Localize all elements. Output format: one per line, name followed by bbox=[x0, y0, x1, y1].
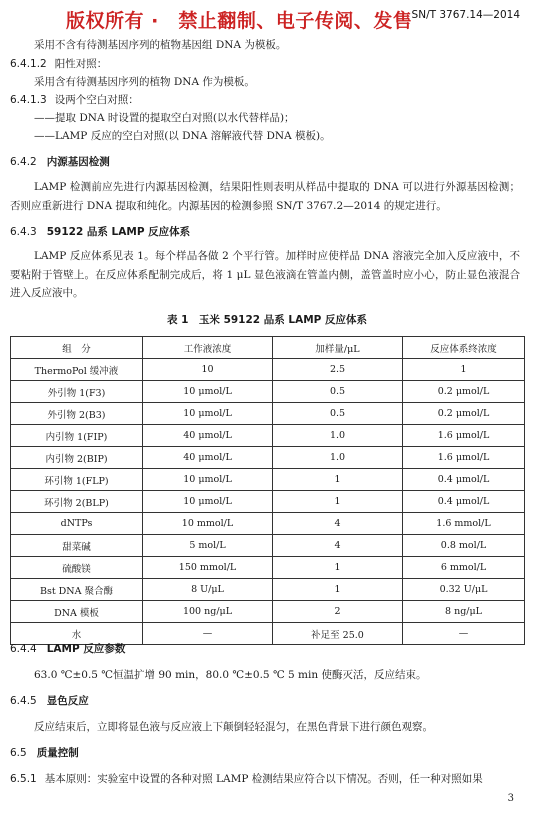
section-title: LAMP 反应参数 bbox=[46, 643, 126, 655]
table-cell: 2 bbox=[273, 601, 403, 623]
table-cell: 40 μmol/L bbox=[143, 425, 273, 447]
table-cell: 甜菜碱 bbox=[11, 535, 143, 557]
section-6-4-3-heading bbox=[10, 223, 522, 241]
table-row bbox=[11, 403, 525, 425]
table-caption: 表 1 玉米 59122 品系 LAMP 反应体系 bbox=[166, 314, 368, 326]
section-body: 基本原则：实验室中设置的各种对照 LAMP 检测结果应符合以下情况。否则，任一种对照如果 bbox=[44, 773, 483, 785]
table-cell: 6 mmol/L bbox=[403, 557, 525, 579]
section-number: 6.4.2 bbox=[10, 156, 37, 168]
table-row bbox=[11, 447, 525, 469]
text-line: 采用含有待测基因序列的植物 DNA 作为模板。 bbox=[34, 76, 255, 88]
table-cell: 1 bbox=[403, 359, 525, 381]
table-cell: 40 μmol/L bbox=[143, 447, 273, 469]
page-number: 3 bbox=[507, 793, 514, 804]
section-title: 阳性对照： bbox=[54, 58, 108, 70]
table-cell: 10 μmol/L bbox=[143, 381, 273, 403]
text-line: 采用不含有待测基因序列的植物基因组 DNA 为模板。 bbox=[34, 39, 287, 51]
table-cell: 补足至 25.0 bbox=[273, 623, 403, 645]
table-cell: 1.6 μmol/L bbox=[403, 425, 525, 447]
section-number: 6.4.3 bbox=[10, 226, 37, 238]
table-cell: 0.2 μmol/L bbox=[403, 403, 525, 425]
table-cell: 150 mmol/L bbox=[143, 557, 273, 579]
table-cell: 硫酸镁 bbox=[11, 557, 143, 579]
table-cell: 1.6 μmol/L bbox=[403, 447, 525, 469]
section-6-4-5-heading bbox=[10, 692, 522, 710]
column-header: 工作液浓度 bbox=[143, 337, 273, 359]
table-cell: 1.0 bbox=[273, 425, 403, 447]
table-row bbox=[11, 557, 525, 579]
section-6-4-5-body: 反应结束后，立即将显色液与反应液上下颠倒轻轻混匀，在黑色背景下进行颜色观察。 bbox=[34, 721, 433, 733]
table-cell: 水 bbox=[11, 623, 143, 645]
table-cell: 0.2 μmol/L bbox=[403, 381, 525, 403]
section-title: 59122 品系 LAMP 反应体系 bbox=[46, 226, 191, 238]
section-6-4-2-heading bbox=[10, 153, 522, 171]
table-cell: DNA 模板 bbox=[11, 601, 143, 623]
table-row bbox=[11, 381, 525, 403]
table-row bbox=[11, 491, 525, 513]
table-cell: 10 μmol/L bbox=[143, 491, 273, 513]
table-cell: 4 bbox=[273, 535, 403, 557]
table-cell: 5 mol/L bbox=[143, 535, 273, 557]
section-number: 6.4.4 bbox=[10, 643, 37, 655]
section-title: 质量控制 bbox=[36, 747, 79, 759]
table-cell: 0.32 U/μL bbox=[403, 579, 525, 601]
subsection-6-4-1-3 bbox=[10, 91, 522, 109]
section-title: 显色反应 bbox=[46, 695, 89, 707]
section-number: 6.4.1.2 bbox=[10, 58, 47, 70]
table-cell: 1 bbox=[273, 469, 403, 491]
table-cell: 0.4 μmol/L bbox=[403, 491, 525, 513]
column-header: 加样量/μL bbox=[273, 337, 403, 359]
table-cell: 1 bbox=[273, 579, 403, 601]
section-number: 6.4.1.3 bbox=[10, 94, 47, 106]
reaction-system-table bbox=[10, 336, 525, 645]
table-cell: 10 bbox=[143, 359, 273, 381]
table-row bbox=[11, 535, 525, 557]
table-cell: ThermoPol 缓冲液 bbox=[11, 359, 143, 381]
table-cell: — bbox=[403, 623, 525, 645]
table-cell: 外引物 2(B3) bbox=[11, 403, 143, 425]
table-cell: 环引物 2(BLP) bbox=[11, 491, 143, 513]
table-row bbox=[11, 425, 525, 447]
table-cell: — bbox=[143, 623, 273, 645]
text-line: ——提取 DNA 时设置的提取空白对照(以水代替样品)； bbox=[34, 112, 295, 124]
column-header: 反应体系终浓度 bbox=[403, 337, 525, 359]
table-cell: 0.4 μmol/L bbox=[403, 469, 525, 491]
table-row bbox=[11, 601, 525, 623]
text-line: ——LAMP 反应的空白对照(以 DNA 溶解液代替 DNA 模板)。 bbox=[34, 130, 331, 142]
section-6-5-heading bbox=[10, 744, 522, 762]
section-6-4-4-body: 63.0 ℃±0.5 ℃恒温扩增 90 min，80.0 ℃±0.5 ℃ 5 min 使酶灭活，反应结束。 bbox=[34, 669, 427, 681]
table-cell: 10 mmol/L bbox=[143, 513, 273, 535]
table-cell: 内引物 1(FIP) bbox=[11, 425, 143, 447]
table-cell: 4 bbox=[273, 513, 403, 535]
table-cell: 0.5 bbox=[273, 381, 403, 403]
table-body bbox=[11, 359, 525, 645]
table-cell: 8 U/μL bbox=[143, 579, 273, 601]
section-number: 6.4.5 bbox=[10, 695, 37, 707]
table-cell: 1 bbox=[273, 491, 403, 513]
table-cell: 1 bbox=[273, 557, 403, 579]
table-cell: 1.6 mmol/L bbox=[403, 513, 525, 535]
column-header: 组 分 bbox=[11, 337, 143, 359]
watermark: 版权所有 · 禁止翻制、电子传阅、发售 bbox=[66, 10, 413, 32]
table-cell: 外引物 1(F3) bbox=[11, 381, 143, 403]
section-number: 6.5.1 bbox=[10, 773, 37, 785]
table-cell: Bst DNA 聚合酶 bbox=[11, 579, 143, 601]
section-6-4-2-body: LAMP 检测前应先进行内源基因检测，结果阳性则表明从样品中提取的 DNA 可以进行外源基因检测；否则应重新进行 DNA 提取和纯化。内源基因的检测参照 SN/T 3767.2—2014 的规定进行。 bbox=[10, 181, 520, 212]
standard-code: SN/T 3767.14—2014 bbox=[411, 9, 520, 21]
table-cell: 内引物 2(BIP) bbox=[11, 447, 143, 469]
table-cell: 100 ng/μL bbox=[143, 601, 273, 623]
section-number: 6.5 bbox=[10, 747, 27, 759]
table-row bbox=[11, 359, 525, 381]
table-cell: 8 ng/μL bbox=[403, 601, 525, 623]
section-6-5-1 bbox=[10, 770, 522, 788]
section-6-4-3-body: LAMP 反应体系见表 1。每个样品各做 2 个平行管。加样时应使样品 DNA 溶液完全加入反应液中，不要粘附于管壁上。在反应体系配制完成后，将 1 μL 显色液滴在管盖内侧，盖管盖时应小心，防止显色液混合进入反应液中。 bbox=[10, 250, 520, 299]
table-cell: 0.8 mol/L bbox=[403, 535, 525, 557]
table-cell: 10 μmol/L bbox=[143, 403, 273, 425]
table-row bbox=[11, 513, 525, 535]
table-cell: 2.5 bbox=[273, 359, 403, 381]
section-title: 内源基因检测 bbox=[46, 156, 110, 168]
section-6-4-4-heading bbox=[10, 640, 522, 658]
table-row bbox=[11, 579, 525, 601]
table-cell: 1.0 bbox=[273, 447, 403, 469]
table-cell: 10 μmol/L bbox=[143, 469, 273, 491]
subsection-6-4-1-2 bbox=[10, 55, 522, 73]
table-cell: 环引物 1(FLP) bbox=[11, 469, 143, 491]
section-title: 设两个空白对照： bbox=[54, 94, 139, 106]
table-cell: dNTPs bbox=[11, 513, 143, 535]
table-row bbox=[11, 469, 525, 491]
table-cell: 0.5 bbox=[273, 403, 403, 425]
table-header-row bbox=[11, 337, 525, 359]
